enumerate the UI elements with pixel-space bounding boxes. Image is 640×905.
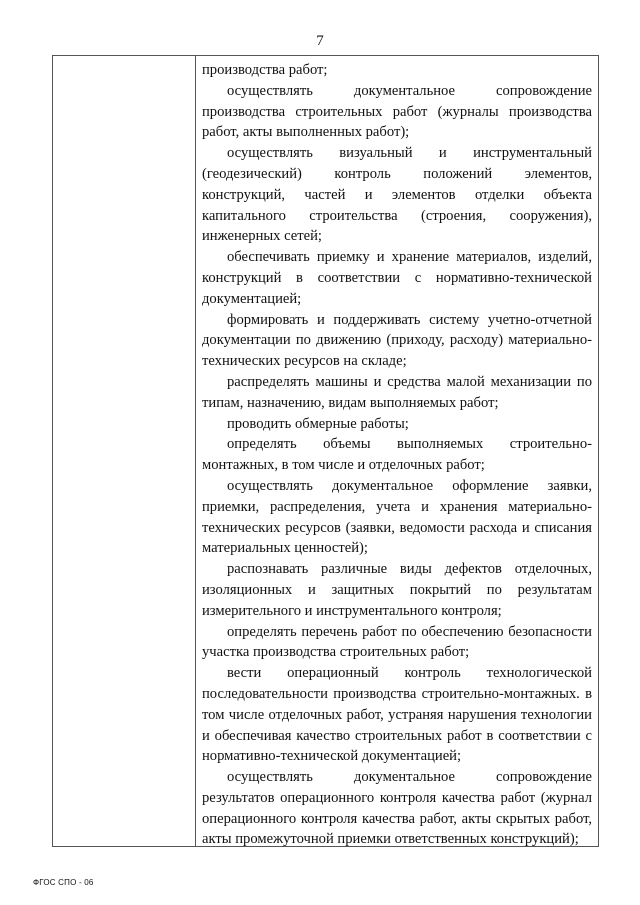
paragraph: определять объемы выполняемых строительно-монтажных, в том числе и отделочных работ; <box>202 436 592 474</box>
paragraph: распределять машины и средства малой механизации по типам, назначению, видам выполняемых работ; <box>202 373 592 411</box>
content-table <box>52 55 599 847</box>
paragraph: осуществлять визуальный и инструментальный (геодезический) контроль положений элементов, конструкций, частей и элементов отделки объекта капитального строительства (строения, сооружения), инженерных сетей; <box>202 145 592 245</box>
paragraph: обеспечивать приемку и хранение материалов, изделий, конструкций в соответствии с нормативно-технической документацией; <box>202 249 592 307</box>
paragraph: осуществлять документальное сопровождение результатов операционного контроля качества работ (журнал операционного контроля качества работ, акты скрытых работ, акты промежуточной приемки ответственных конструкций); <box>202 769 592 848</box>
paragraph: производства работ; <box>202 62 328 78</box>
paragraph: осуществлять документальное сопровождение производства строительных работ (журналы производства работ, акты выполненных работ); <box>202 82 592 141</box>
paragraph: осуществлять документальное оформление заявки, приемки, распределения, учета и хранения материально-технических ресурсов (заявки, ведомости расхода и списания материальных ценностей); <box>202 477 592 557</box>
paragraph: определять перечень работ по обеспечению безопасности участка производства строительных работ; <box>202 623 592 661</box>
paragraph: проводить обмерные работы; <box>227 415 409 432</box>
footer-label: ФГОС СПО - 06 <box>33 878 94 887</box>
paragraph: вести операционный контроль технологической последовательности производства строительно-монтажных. в том числе отделочных работ, устраняя нарушения технологии и обеспечивая качество строительных работ в соответствии с нормативно-технической документацией; <box>202 665 592 765</box>
table-right-column <box>196 56 598 846</box>
paragraph: распознавать различные виды дефектов отделочных, изоляционных и защитных покрытий по результатам измерительного и инструментального контроля; <box>202 561 592 619</box>
page-number: 7 <box>316 33 324 49</box>
paragraph: формировать и поддерживать систему учетно-отчетной документации по движению (приходу, расходу) материально-технических ресурсов на складе; <box>202 311 592 370</box>
table-left-column <box>53 56 196 846</box>
